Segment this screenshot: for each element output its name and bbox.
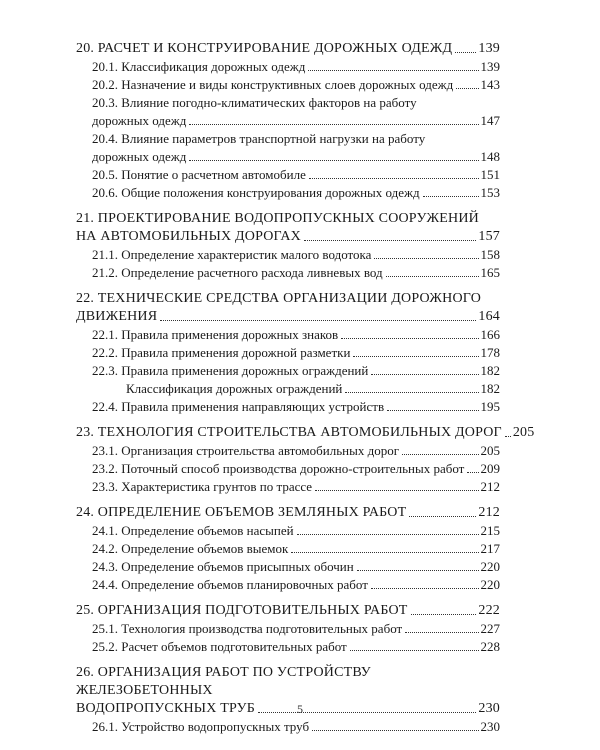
- toc-entry-section-20[interactable]: [76, 40, 500, 58]
- toc-entry-label: 24. ОПРЕДЕЛЕНИЕ ОБЪЕМОВ ЗЕМЛЯНЫХ РАБОТ: [76, 505, 407, 520]
- leader-dots: [189, 160, 478, 161]
- toc-entry-23-2[interactable]: [76, 460, 500, 478]
- toc-entry-22-3[interactable]: [76, 362, 500, 380]
- leader-dots: [341, 338, 478, 339]
- toc-entry-label: 20.2. Назначение и виды конструктивных слоев дорожных одежд: [92, 77, 454, 92]
- toc-entry-24-4[interactable]: [76, 576, 500, 594]
- leader-dots: [160, 320, 476, 321]
- toc-entry-label: дорожных одежд: [92, 149, 187, 164]
- toc-page-number: 220: [480, 577, 500, 592]
- toc-page-number: 148: [480, 149, 500, 164]
- toc-entry-22-4[interactable]: [76, 398, 500, 416]
- toc-page-number: 158: [480, 247, 500, 262]
- toc-entry-label: ВОДОПРОПУСКНЫХ ТРУБ: [76, 701, 255, 716]
- toc-entry-label: 20.1. Классификация дорожных одежд: [92, 59, 306, 74]
- toc-page-number: 157: [478, 229, 500, 244]
- toc-entry-20-2[interactable]: [76, 76, 500, 94]
- leader-dots: [405, 632, 478, 633]
- leader-dots: [371, 588, 479, 589]
- leader-dots: [387, 410, 478, 411]
- leader-dots: [409, 516, 476, 517]
- toc-entry-22-2[interactable]: [76, 344, 500, 362]
- toc-page-number: 147: [480, 113, 500, 128]
- table-of-contents: [76, 40, 535, 736]
- leader-dots: [315, 490, 478, 491]
- leader-dots: [357, 570, 479, 571]
- toc-entry-label: 20.5. Понятие о расчетном автомобиле: [92, 167, 306, 182]
- toc-entry-24-2[interactable]: [76, 540, 500, 558]
- toc-entry-22-3-classification[interactable]: [76, 380, 500, 398]
- toc-entry-label: 25.2. Расчет объемов подготовительных работ: [92, 639, 347, 654]
- toc-section-26-title-line1[interactable]: 26. ОРГАНИЗАЦИЯ РАБОТ ПО УСТРОЙСТВУ ЖЕЛЕЗОБЕТОННЫХ: [76, 665, 371, 698]
- toc-entry-label: 20. РАСЧЕТ И КОНСТРУИРОВАНИЕ ДОРОЖНЫХ ОДЕЖД: [76, 41, 453, 56]
- leader-dots: [353, 356, 478, 357]
- toc-entry-label: 23.1. Организация строительства автомобильных дорог: [92, 443, 400, 458]
- leader-dots: [309, 178, 479, 179]
- page-number-footer: 5: [297, 702, 303, 716]
- toc-entry-label: НА АВТОМОБИЛЬНЫХ ДОРОГАХ: [76, 229, 301, 244]
- toc-entry-label: 22.2. Правила применения дорожной разметки: [92, 345, 351, 360]
- leader-dots: [467, 472, 478, 473]
- toc-entry-21-2[interactable]: [76, 264, 500, 282]
- leader-dots: [423, 196, 479, 197]
- toc-page-number: 139: [480, 59, 500, 74]
- toc-entry-label: 24.1. Определение объемов насыпей: [92, 523, 294, 538]
- toc-entry-label: 22.1. Правила применения дорожных знаков: [92, 327, 339, 342]
- toc-page-number: 220: [480, 559, 500, 574]
- toc-section-21-title-line1[interactable]: 21. ПРОЕКТИРОВАНИЕ ВОДОПРОПУСКНЫХ СООРУЖЕНИЙ: [76, 211, 479, 226]
- toc-entry-label: 20.6. Общие положения конструирования дорожных одежд: [92, 185, 420, 200]
- toc-page-number: 205: [512, 425, 535, 440]
- toc-page-number: 166: [480, 327, 500, 342]
- toc-entry-label: 24.3. Определение объемов присыпных обочин: [92, 559, 354, 574]
- toc-entry-20-6[interactable]: [76, 184, 500, 202]
- toc-entry-label: Классификация дорожных ограждений: [126, 381, 343, 396]
- toc-entry-label: 25.1. Технология производства подготовительных работ: [92, 621, 403, 636]
- leader-dots: [312, 730, 478, 731]
- toc-page-number: 195: [480, 399, 500, 414]
- leader-dots: [345, 392, 478, 393]
- toc-entry-label: 21.1. Определение характеристик малого водотока: [92, 247, 372, 262]
- leader-dots: [402, 454, 478, 455]
- toc-entry-label: ДВИЖЕНИЯ: [76, 309, 158, 324]
- toc-page-number: 209: [480, 461, 500, 476]
- toc-entry-label: 22.4. Правила применения направляющих устройств: [92, 399, 385, 414]
- toc-entry-25-1[interactable]: [76, 620, 500, 638]
- toc-page-number: 178: [480, 345, 500, 360]
- toc-entry-25-2[interactable]: [76, 638, 500, 656]
- toc-entry-24-1[interactable]: [76, 522, 500, 540]
- toc-entry-section-22[interactable]: [76, 308, 500, 326]
- leader-dots: [374, 258, 478, 259]
- toc-entry-20-3[interactable]: [76, 112, 500, 130]
- toc-page-number: 212: [480, 479, 500, 494]
- leader-dots: [350, 650, 479, 651]
- toc-entry-section-24[interactable]: [76, 504, 500, 522]
- toc-page-number: 228: [480, 639, 500, 654]
- toc-entry-label: 21.2. Определение расчетного расхода ливневых вод: [92, 265, 383, 280]
- toc-entry-26-1[interactable]: [76, 718, 500, 736]
- toc-entry-label: 24.4. Определение объемов планировочных работ: [92, 577, 368, 592]
- toc-entry-20-4-line1[interactable]: 20.4. Влияние параметров транспортной нагрузки на работу: [92, 131, 426, 146]
- toc-entry-label: 23. ТЕХНОЛОГИЯ СТРОИТЕЛЬСТВА АВТОМОБИЛЬНЫХ ДОРОГ: [76, 425, 502, 440]
- toc-page-number: 205: [480, 443, 500, 458]
- toc-page-number: 139: [478, 41, 500, 56]
- toc-page-number: 212: [478, 505, 500, 520]
- toc-entry-label: дорожных одежд: [92, 113, 187, 128]
- toc-page-number: 215: [480, 523, 500, 538]
- leader-dots: [371, 374, 478, 375]
- toc-page-number: 222: [478, 603, 500, 618]
- leader-dots: [291, 552, 478, 553]
- toc-page-number: 164: [478, 309, 500, 324]
- leader-dots: [456, 88, 478, 89]
- leader-dots: [189, 124, 478, 125]
- toc-entry-20-5[interactable]: [76, 166, 500, 184]
- toc-section-22-title-line1[interactable]: 22. ТЕХНИЧЕСКИЕ СРЕДСТВА ОРГАНИЗАЦИИ ДОРОЖНОГО: [76, 291, 482, 306]
- toc-entry-23-1[interactable]: [76, 442, 500, 460]
- toc-page-number: 182: [480, 363, 500, 378]
- toc-entry-24-3[interactable]: [76, 558, 500, 576]
- toc-entry-section-23[interactable]: [76, 424, 535, 442]
- toc-entry-21-1[interactable]: [76, 246, 500, 264]
- toc-entry-20-1[interactable]: [76, 58, 500, 76]
- leader-dots: [386, 276, 479, 277]
- toc-page-number: 151: [480, 167, 500, 182]
- leader-dots: [411, 614, 477, 615]
- toc-page-number: 230: [478, 701, 500, 716]
- toc-entry-label: 22.3. Правила применения дорожных ограждений: [92, 363, 369, 378]
- leader-dots: [308, 70, 478, 71]
- toc-page-number: 143: [480, 77, 500, 92]
- toc-entry-23-3[interactable]: [76, 478, 500, 496]
- toc-entry-section-21[interactable]: [76, 228, 500, 246]
- toc-entry-22-1[interactable]: [76, 326, 500, 344]
- toc-page-number: 182: [480, 381, 500, 396]
- leader-dots: [505, 436, 511, 437]
- toc-entry-label: 24.2. Определение объемов выемок: [92, 541, 289, 556]
- toc-page-number: 217: [480, 541, 500, 556]
- toc-page-number: 227: [480, 621, 500, 636]
- toc-page-number: 230: [480, 719, 500, 734]
- toc-entry-label: 25. ОРГАНИЗАЦИЯ ПОДГОТОВИТЕЛЬНЫХ РАБОТ: [76, 603, 408, 618]
- toc-entry-section-25[interactable]: [76, 602, 500, 620]
- toc-entry-label: 26.1. Устройство водопропускных труб: [92, 719, 310, 734]
- toc-entry-label: 23.2. Поточный способ производства дорожно-строительных работ: [92, 461, 465, 476]
- toc-entry-20-3-line1[interactable]: 20.3. Влияние погодно-климатических факторов на работу: [92, 95, 417, 110]
- leader-dots: [297, 534, 479, 535]
- toc-entry-label: 23.3. Характеристика грунтов по трассе: [92, 479, 313, 494]
- toc-page-number: 153: [480, 185, 500, 200]
- toc-page-number: 165: [480, 265, 500, 280]
- toc-entry-20-4[interactable]: [76, 148, 500, 166]
- leader-dots: [304, 240, 476, 241]
- leader-dots: [455, 52, 476, 53]
